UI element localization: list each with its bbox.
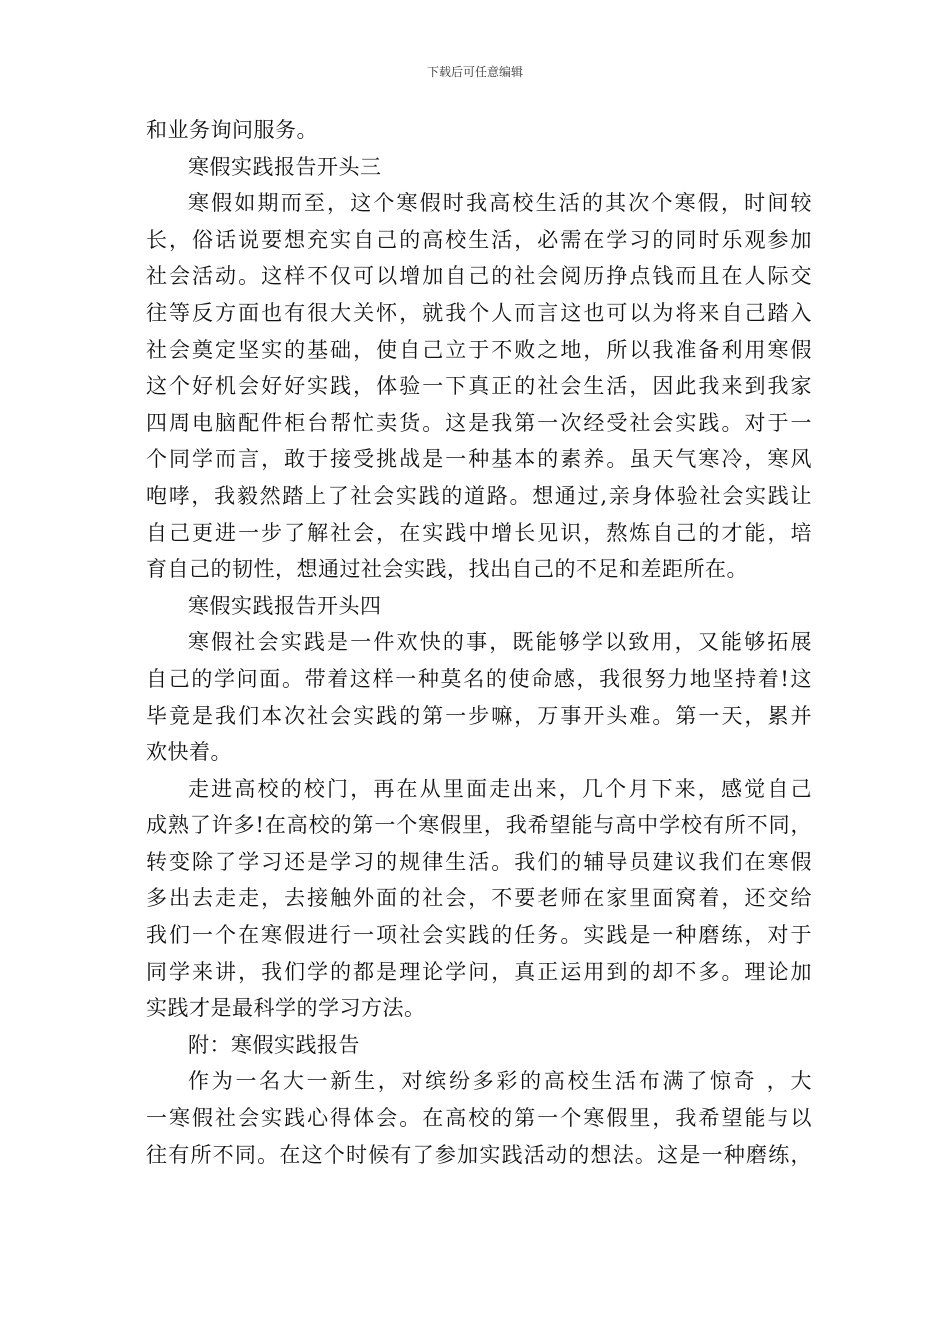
paragraph-line: 个同学而言，敢于接受挑战是一种基本的素养。虽天气寒冷，寒风 <box>146 447 812 472</box>
paragraph-line: 实践才是最科学的学习方法。 <box>146 996 426 1021</box>
paragraph-line: 咆哮，我毅然踏上了社会实践的道路。想通过,亲身体验社会实践让 <box>146 483 812 508</box>
paragraph-line: 一寒假社会实践心得体会。在高校的第一个寒假里，我希望能与以 <box>146 1106 812 1131</box>
section-heading: 附：寒假实践报告 <box>188 1032 360 1057</box>
section-heading: 寒假实践报告开头三 <box>188 154 382 179</box>
paragraph-line: 自己的学问面。带着这样一种莫名的使命感，我很努力地坚持着!这 <box>146 666 812 691</box>
paragraph-line: 转变除了学习还是学习的规律生活。我们的辅导员建议我们在寒假 <box>146 849 812 874</box>
paragraph-line: 寒假如期而至，这个寒假时我高校生活的其次个寒假，时间较 <box>188 191 812 216</box>
paragraph-line: 多出去走走，去接触外面的社会，不要老师在家里面窝着，还交给 <box>146 886 812 911</box>
section-heading: 寒假实践报告开头四 <box>188 593 382 618</box>
paragraph-line: 和业务询问服务。 <box>146 118 318 142</box>
paragraph-line: 走进高校的校门，再在从里面走出来，几个月下来，感觉自己 <box>188 776 812 801</box>
paragraph-line: 育自己的韧性，想通过社会实践，找出自己的不足和差距所在。 <box>146 557 748 582</box>
paragraph-line: 毕竟是我们本次社会实践的第一步嘛，万事开头难。第一天，累并 <box>146 703 812 728</box>
paragraph-line: 作为一名大一新生，对缤纷多彩的高校生活布满了惊奇 ，大 <box>188 1069 812 1094</box>
paragraph-line: 成熟了许多!在高校的第一个寒假里，我希望能与高中学校有所不同， <box>146 813 812 838</box>
paragraph-line: 欢快着。 <box>146 740 232 765</box>
paragraph-line: 长，俗话说要想充实自己的高校生活，必需在学习的同时乐观参加 <box>146 227 812 252</box>
paragraph-line: 社会奠定坚实的基础，使自己立于不败之地，所以我准备利用寒假 <box>146 337 812 362</box>
paragraph-line: 同学来讲，我们学的都是理论学问，真正运用到的却不多。理论加 <box>146 959 812 984</box>
document-body <box>146 112 812 1173</box>
paragraph-line: 这个好机会好好实践，体验一下真正的社会生活，因此我来到我家 <box>146 374 812 399</box>
paragraph-line: 往有所不同。在这个时候有了参加实践活动的想法。这是一种磨练， <box>146 1142 812 1167</box>
paragraph-line: 自己更进一步了解社会，在实践中增长见识，熬炼自己的才能，培 <box>146 520 812 545</box>
paragraph-line: 社会活动。这样不仅可以增加自己的社会阅历挣点钱而且在人际交 <box>146 264 812 289</box>
paragraph-line: 寒假社会实践是一件欢快的事，既能够学以致用，又能够拓展 <box>188 630 812 655</box>
paragraph-line: 往等反方面也有很大关怀，就我个人而言这也可以为将来自己踏入 <box>146 300 812 325</box>
page-header: 下载后可任意编辑 <box>426 65 523 79</box>
paragraph-line: 四周电脑配件柜台帮忙卖货。这是我第一次经受社会实践。对于一 <box>146 410 812 435</box>
paragraph-line: 我们一个在寒假进行一项社会实践的任务。实践是一种磨练，对于 <box>146 923 812 948</box>
